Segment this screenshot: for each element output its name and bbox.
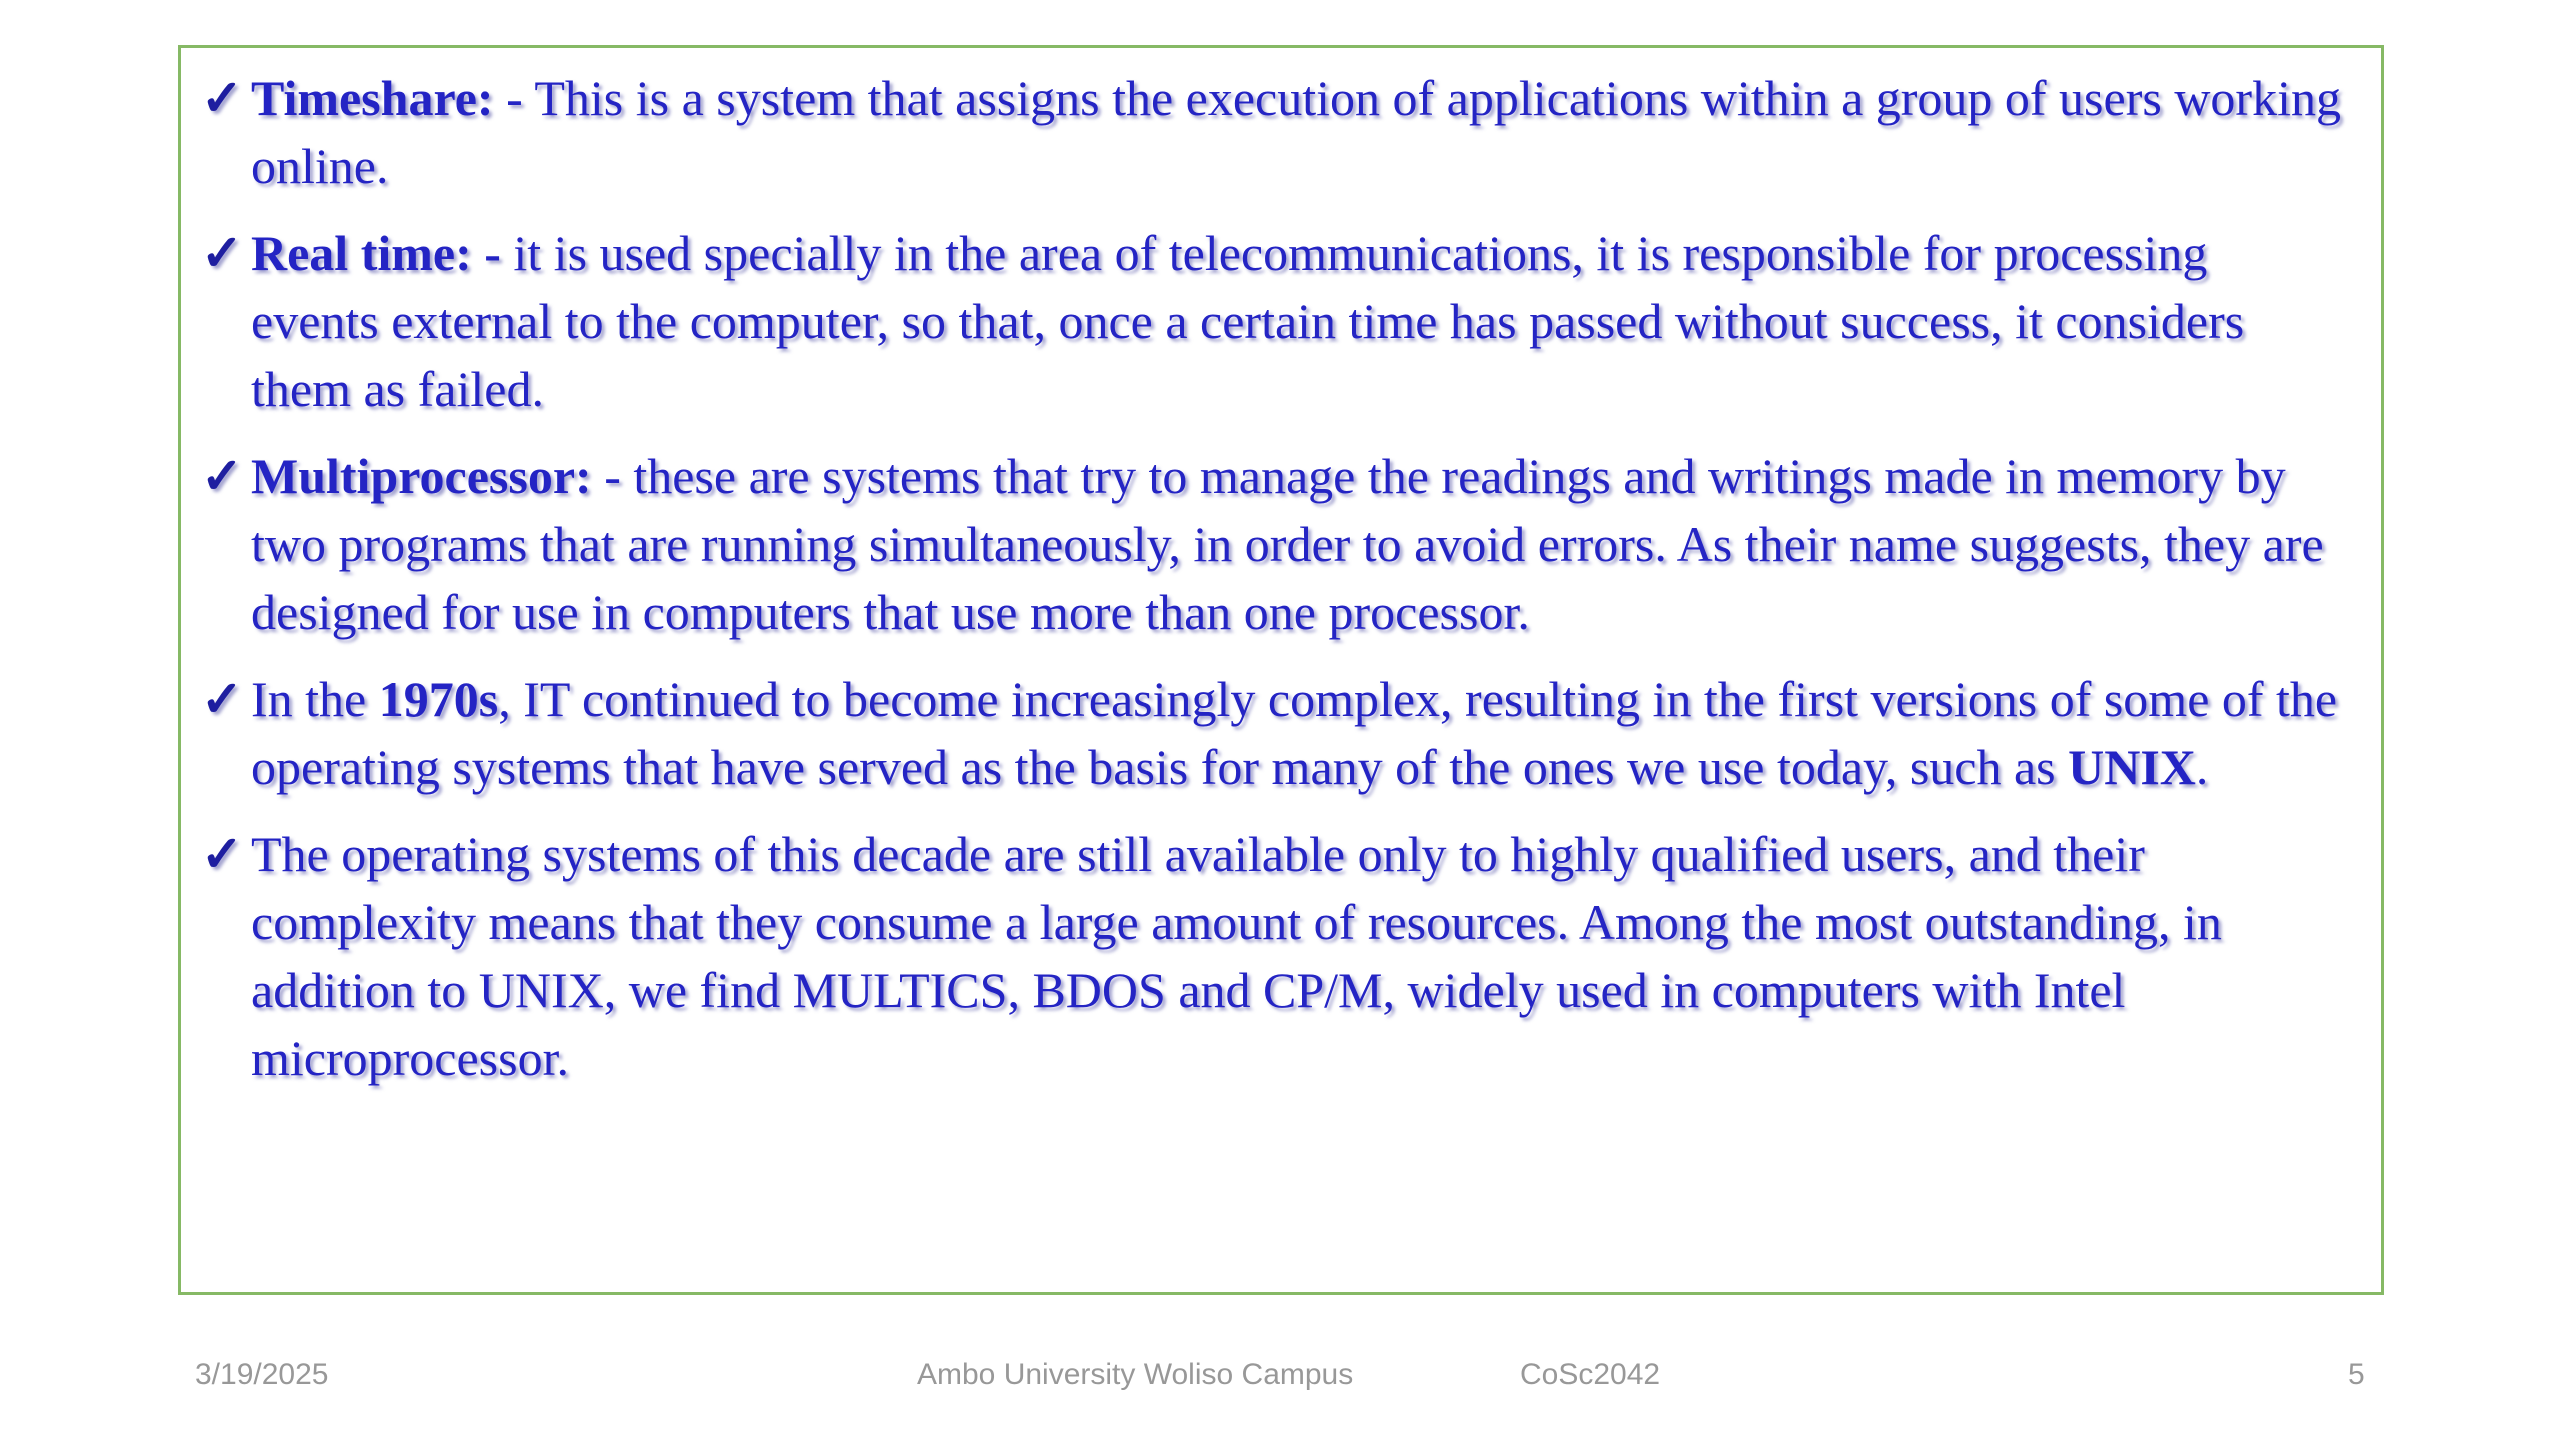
bullet-item-1 bbox=[201, 64, 2343, 200]
bullet-list bbox=[201, 64, 2343, 1092]
bullet-item-3 bbox=[201, 442, 2343, 646]
bullet-item-2 bbox=[201, 219, 2343, 423]
text-run: - these are systems that try to manage the readings and writings made in memory by two programs that are running simultaneously, in order to avoid errors. As their name suggests, they are designed for use in computers that use more than one processor. bbox=[251, 448, 2324, 640]
checkmark-icon: ✓ bbox=[201, 225, 243, 281]
bullet-item-4 bbox=[201, 665, 2343, 801]
text-run: - This is a system that assigns the execution of applications within a group of users working online. bbox=[251, 70, 2341, 194]
checkmark-icon: ✓ bbox=[201, 826, 243, 882]
footer-campus-name: Ambo University Woliso Campus bbox=[917, 1358, 1354, 1391]
footer-course-code: CoSc2042 bbox=[1520, 1358, 1661, 1391]
text-run: In the bbox=[251, 671, 379, 727]
text-run: Multiprocessor: bbox=[251, 448, 592, 504]
text-run: Timeshare: bbox=[251, 70, 494, 126]
checkmark-icon: ✓ bbox=[201, 70, 243, 126]
slide-page-number: 5 bbox=[2348, 1358, 2365, 1391]
bullet-text bbox=[251, 448, 2324, 640]
slide-footer bbox=[0, 1352, 2560, 1402]
bullet-text bbox=[251, 671, 2337, 795]
checkmark-icon: ✓ bbox=[201, 448, 243, 504]
bullet-text bbox=[251, 826, 2222, 1086]
text-run: . bbox=[2195, 739, 2209, 795]
checkmark-icon: ✓ bbox=[201, 671, 243, 727]
text-run: , IT continued to become increasingly complex, resulting in the first versions of some of the operating systems that have served as the basis for many of the ones we use today, such as bbox=[251, 671, 2338, 795]
text-run: it is used specially in the area of telecommunications, it is responsible for processing events external to the computer, so that, once a certain time has passed without success, it considers them as failed. bbox=[251, 225, 2245, 417]
bullet-text bbox=[251, 225, 2244, 417]
text-run: 1970s bbox=[378, 671, 499, 727]
bullet-text bbox=[251, 70, 2341, 194]
text-run: Real time: - bbox=[251, 225, 501, 281]
text-run: The operating systems of this decade are still available only to highly qualified users, and their complexity means that they consume a large amount of resources. Among the most outstanding, in addition to UNIX, we find MULTICS, BDOS and CP/M, widely used in computers with Intel microprocessor. bbox=[251, 826, 2222, 1086]
footer-date: 3/19/2025 bbox=[195, 1358, 329, 1391]
text-run: UNIX bbox=[2068, 739, 2196, 795]
bullet-item-5 bbox=[201, 820, 2343, 1092]
slide-content-box bbox=[178, 45, 2384, 1295]
